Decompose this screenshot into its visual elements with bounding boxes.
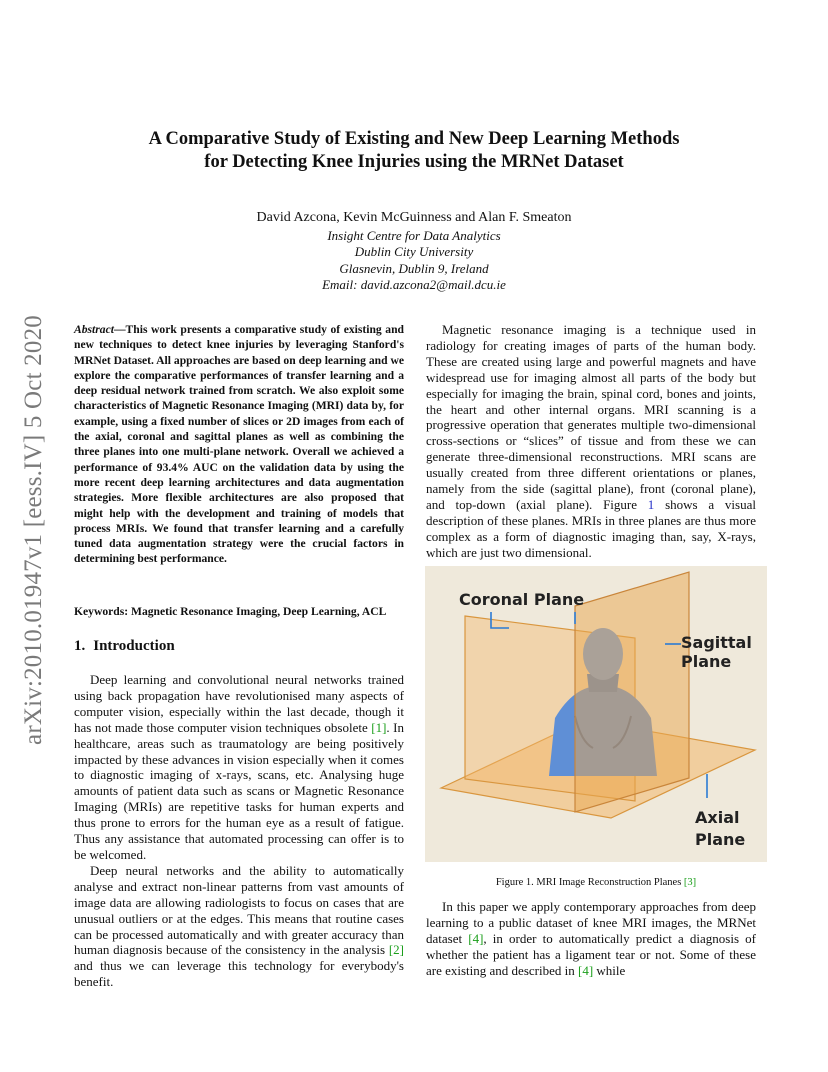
affiliation-line-3: Glasnevin, Dublin 9, Ireland: [339, 260, 489, 276]
affiliation-line-2: Dublin City University: [354, 244, 474, 260]
abstract-label: Abstract: [74, 323, 114, 336]
intro-paragraph-2: [74, 863, 404, 990]
abstract: [74, 322, 404, 567]
figure-reference-link[interactable]: 1: [647, 496, 655, 512]
author-list: David Azcona, Kevin McGuinness and Alan F. Smeaton: [256, 210, 572, 225]
section-heading-introduction: [74, 637, 404, 655]
right-paragraph-1: [426, 322, 756, 561]
paper-title: [0, 128, 828, 174]
label-axial: Axial: [695, 808, 740, 827]
affiliation-line-1: Insight Centre for Data Analytics: [327, 228, 501, 243]
section-number: 1.: [74, 638, 86, 654]
figure-mri-planes: [425, 566, 767, 862]
approach-paragraph: [426, 899, 756, 979]
label-coronal-plane: Coronal Plane: [459, 590, 585, 609]
text-run: Deep neural networks and the ability to automatically analyse and extract non-linear patterns from vast amounts of image data are allowing radiologists to focus on cases that are unusual outliers or at the edges. This means that routine cases can be processed automatically and with greater accuracy than human diagnosis because of the consistency in the analysis: [74, 862, 404, 958]
affiliation-block: [0, 228, 828, 294]
figure-caption: [425, 876, 767, 889]
citation-link[interactable]: [4]: [468, 930, 484, 946]
text-run: . In healthcare, areas such as traumatology are being positively impacted by these advances in vision especially when it comes to diagnostic imaging of x-rays, scans, etc. Analysing huge amounts of patient data such as scans or Magnetic Resonance Imaging (MRIs) are repetitive tasks for human experts and thus prone to errors for the human eye as a result of fatigue. Thus any assistance that automated processing can offer is to be welcomed.: [74, 719, 404, 862]
text-run: Magnetic resonance imaging is a technique used in radiology for creating images of parts of the human body. These are created using large and powerful magnets and have widespread use for imaging almost all parts of the body but especially for imaging the brain, spinal cord, bones and joints, the heart and other internal organs. MRI scanning is a progressive operation that generates multiple two-dimensional cross-sections or “slices” of tissue and from these we can generate three-dimensional reconstructions. MRI scans are usually created from three different orientations or planes, namely from the side (sagittal plane), front (coronal plane), and top-down (axial plane). Figure: [426, 322, 756, 512]
label-sagittal: Sagittal: [681, 633, 752, 652]
mri-paragraph: [426, 322, 756, 561]
citation-link[interactable]: [2]: [388, 942, 404, 958]
right-paragraph-2: [426, 899, 756, 979]
text-run: shows a visual description of these planes. MRIs in three planes are thus more complex as a form of diagnostic imaging than, say, X-rays, which are just two dimensional.: [426, 496, 756, 560]
text-run: while: [593, 962, 626, 978]
citation-link[interactable]: [3]: [683, 877, 697, 888]
introduction-body: [74, 672, 404, 990]
intro-paragraph-1: [74, 672, 404, 863]
mri-planes-illustration: [425, 566, 767, 862]
text-run: Deep learning and convolutional neural networks trained using back propagation have revolutionised many aspects of computer vision, especially within the last decade, though it has not made those computer vision techniques obsolete: [74, 672, 404, 735]
affiliation-email: Email: david.azcona2@mail.dcu.ie: [322, 277, 506, 293]
section-title: Introduction: [93, 638, 175, 654]
arxiv-identifier: arXiv:2010.01947v1 [eess.IV] 5 Oct 2020: [20, 315, 47, 745]
label-axial-plane: Plane: [695, 830, 746, 849]
text-run: , in order to automatically predict a diagnosis of whether the patient has a ligament tear or not. Some of these are existing and described in: [426, 930, 756, 978]
citation-link[interactable]: [4]: [577, 962, 594, 978]
label-sagittal-plane: Plane: [681, 652, 732, 671]
keywords: Keywords: Magnetic Resonance Imaging, Deep Learning, ACL: [74, 605, 387, 618]
caption-text: Figure 1. MRI Image Reconstruction Planes: [495, 877, 684, 888]
text-run: and thus we can leverage this technology for everybody's benefit.: [74, 958, 404, 990]
title-line-2: for Detecting Knee Injuries using the MRNet Dataset: [204, 152, 624, 172]
sagittal-plane: [575, 572, 689, 812]
text-run: In this paper we apply contemporary approaches from deep learning to a public dataset of knee MRI images, the MRNet dataset: [426, 899, 756, 946]
abstract-dash: —: [113, 323, 126, 336]
abstract-text: This work presents a comparative study of existing and new techniques to detect knee injuries by leveraging Stanford's MRNet Dataset. All approaches are based on deep learning and we explore the comparative performances of transfer learning and a deep residual network trained from scratch. We also exploit some characteristics of Magnetic Resonance Imaging (MRI) data by, for example, using a fixed number of slices or 2D images from each of the axial, coronal and sagittal planes as well as combining the three planes into one multi-plane network. Overall we achieved a performance of 93.4% AUC on the validation data by using the more recent deep learning architectures and data augmentation strategies. More flexible architectures are also proposed that might help with the development and training of models that process MRIs. We found that transfer learning and a carefully tuned data augmentation strategy were the crucial factors in determining best performance.: [74, 323, 404, 566]
citation-link[interactable]: [1]: [371, 719, 387, 735]
arxiv-side-stamp: [14, 290, 54, 770]
title-line-1: A Comparative Study of Existing and New Deep Learning Methods: [148, 129, 680, 149]
